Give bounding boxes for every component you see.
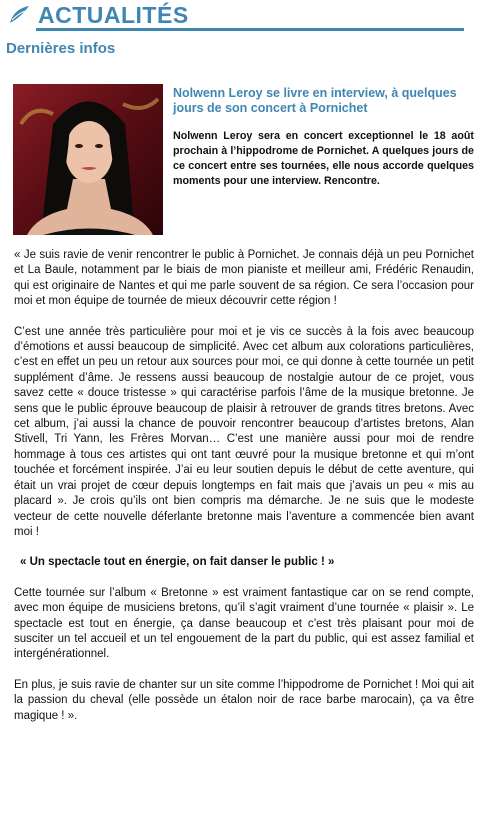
page-header bbox=[0, 0, 494, 30]
page-subtitle: Dernières infos bbox=[6, 40, 116, 57]
article-headline: Nolwenn Leroy se livre en interview, à quelques jours de son concert à Pornichet bbox=[173, 86, 457, 115]
title-rule bbox=[36, 28, 464, 31]
article-photo bbox=[13, 84, 163, 235]
leaf-logo-icon bbox=[7, 3, 31, 27]
section-title: ACTUALITÉS bbox=[38, 2, 189, 28]
article-quote-heading: « Un spectacle tout en énergie, on fait danser le public ! » bbox=[20, 556, 335, 569]
article-paragraph: « Je suis ravie de venir rencontrer le public à Pornichet. Je connais déjà un peu Pornichet et La Baule, notamment par le biais de mon pianiste et meilleur ami, Frédéric Renaudin, qui est originaire de Nantes et qui me parle souvent de sa région. Ce sera l’occasion pour moi et mon équipe de tournée de mieux découvrir cette région ! bbox=[14, 249, 474, 308]
article-intro: Nolwenn Leroy sera en concert exceptionnel le 18 août prochain à l’hippodrome de Pornichet. A quelques jours de ce concert entre ses tournées, elle nous accorde quelques moments pour une interview. Rencontre. bbox=[173, 130, 474, 187]
article-paragraph: En plus, je suis ravie de chanter sur un site comme l’hippodrome de Pornichet ! Moi qui ait la passion du cheval (elle possède un étalon noir de race barbe marocain), ça va être magique ! ». bbox=[14, 678, 474, 722]
article-paragraph: C’est une année très particulière pour moi et je vis ce succès à la fois avec beaucoup d’émotions et aussi beaucoup de simplicité. Avec cet album aux colorations particulières, c’est en effet un peu un retour aux sources pour moi, ce qui donne à cette tournée un petit supplément d’âme. Je ressens aussi beaucoup de nostalgie autour de ce projet, vous savez cette « douce tristesse » qui caractérise parfois l’âme de la musique bretonne. Je sens que le public éprouve beaucoup de plaisir à retrouver de grands titres bretons. Avec cet album, j’ai aussi la chance de pouvoir rencontrer beaucoup d’artistes bretons, Alan Stivell, Tri Yann, les Frères Morvan… C’est une manière aussi pour moi de rendre hommage à tous ces artistes qui ont tant œuvré pour la musique bretonne et qui m’ont touchée et forcément inspirée. J’ai eu leur soutien depuis le début de cette aventure, qui était un vrai projet de cœur depuis longtemps en fait mais que j’avais un peu « mis au placard ». Je crois qu’ils ont bien compris ma démarche. Je ne suis que le modeste vecteur de cette nouvelle déferlante bretonne mais l’aventure a commencée bien avant moi ! bbox=[14, 325, 474, 538]
article-body bbox=[14, 248, 474, 739]
article-paragraph: Cette tournée sur l’album « Bretonne » est vraiment fantastique car on se rend compte, avec mon équipe de musiciens bretons, qu’il s’agit vraiment d’une tournée « plaisir ». Le spectacle est tout en énergie, ça danse beaucoup et c’est très plaisant pour moi de susciter un tel accueil et un tel engouement de la part du public, qui est assez familial et intergénérationnel. bbox=[14, 586, 474, 661]
